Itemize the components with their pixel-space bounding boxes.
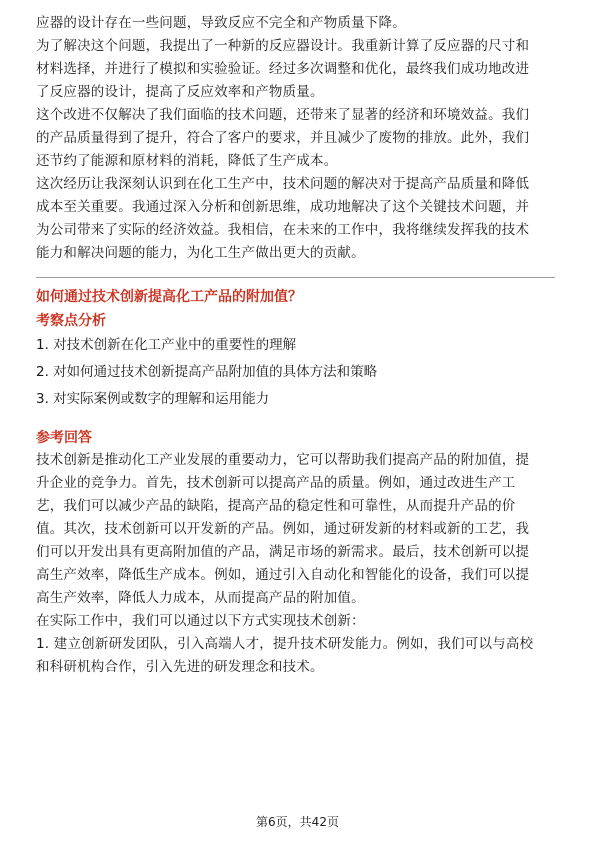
question-title: 如何通过技术创新提高化工产品的附加值？	[36, 289, 302, 305]
text-line: 1. 建立创新研发团队，引入高端人才，提升技术研发能力。例如，我们可以与高校	[36, 636, 534, 652]
analysis-item: 2. 对如何通过技术创新提高产品附加值的具体方法和策略	[36, 364, 378, 380]
analysis-heading: 考察点分析	[36, 313, 106, 329]
intro-paragraph	[36, 104, 555, 173]
text-line: 为了解决这个问题，我提出了一种新的反应器设计。我重新计算了反应器的尺寸和	[36, 38, 530, 54]
text-line: 高生产效率，降低人力成本，从而提高产品的附加值。	[36, 590, 365, 606]
intro-paragraph	[36, 35, 555, 104]
text-line: 升企业的竞争力。首先，技术创新可以提高产品的质量。例如，通过改进生产工	[36, 475, 516, 491]
text-line: 这个改进不仅解决了我们面临的技术问题，还带来了显著的经济和环境效益。我们	[36, 107, 530, 123]
text-line: 能力和解决问题的能力，为化工生产做出更大的贡献。	[36, 245, 365, 261]
analysis-list	[36, 334, 555, 411]
answer-paragraph	[36, 610, 555, 633]
text-line: 为公司带来了实际的经济效益。我相信，在未来的工作中，我将继续发挥我的技术	[36, 222, 530, 238]
section-divider	[36, 277, 555, 278]
text-line: 了反应器的设计，提高了反应效率和产物质量。	[36, 84, 324, 100]
answer-section	[36, 449, 555, 679]
text-line: 和科研机构合作，引入先进的研发理念和技术。	[36, 659, 324, 675]
text-line: 技术创新是推动化工产业发展的重要动力，它可以帮助我们提高产品的附加值，提	[36, 452, 530, 468]
page-footer: 第6页，共42页	[256, 815, 339, 829]
text-line: 材料选择，并进行了模拟和实验验证。经过多次调整和优化，最终我们成功地改进	[36, 61, 530, 77]
text-line: 成本至关重要。我通过深入分析和创新思维，成功地解决了这个关键技术问题，并	[36, 199, 530, 215]
text-line: 们可以开发出具有更高附加值的产品，满足市场的新需求。最后，技术创新可以提	[36, 544, 530, 560]
analysis-item: 3. 对实际案例或数字的理解和运用能力	[36, 391, 270, 407]
answer-heading: 参考回答	[36, 430, 92, 446]
text-line: 的产品质量得到了提升，符合了客户的要求，并且减少了废物的排放。此外，我们	[36, 130, 530, 146]
intro-paragraph	[36, 12, 555, 35]
text-line: 这次经历让我深刻认识到在化工生产中，技术问题的解决对于提高产品质量和降低	[36, 176, 530, 192]
intro-paragraph	[36, 173, 555, 265]
text-line: 在实际工作中，我们可以通过以下方式实现技术创新：	[36, 613, 365, 629]
intro-section	[36, 12, 555, 265]
answer-paragraph	[36, 449, 555, 610]
text-line: 应器的设计存在一些问题，导致反应不完全和产物质量下降。	[36, 15, 406, 31]
text-line: 还节约了能源和原材料的消耗，降低了生产成本。	[36, 153, 338, 169]
analysis-item: 1. 对技术创新在化工产业中的重要性的理解	[36, 337, 297, 353]
text-line: 艺，我们可以减少产品的缺陷，提高产品的稳定性和可靠性，从而提升产品的价	[36, 498, 516, 514]
answer-paragraph	[36, 633, 555, 679]
text-line: 高生产效率，降低生产成本。例如，通过引入自动化和智能化的设备，我们可以提	[36, 567, 530, 583]
text-line: 值。其次，技术创新可以开发新的产品。例如，通过研发新的材料或新的工艺，我	[36, 521, 530, 537]
